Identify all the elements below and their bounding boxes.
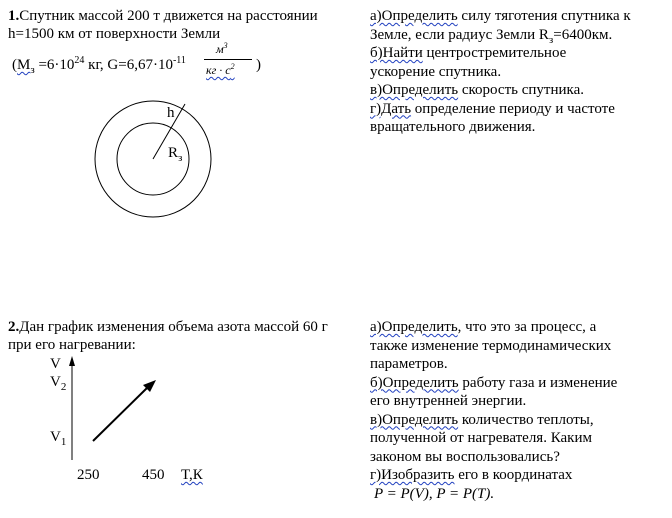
- problem2-task-b: б)Определить работу газа и изменение: [370, 374, 618, 391]
- earth-mass-symbol: $M_з$: [17, 57, 35, 76]
- problem1-tasks: а)Определить силу тяготения спутника к Земле, если радиус Земли $R_з=6400км$. б)Найти центростремительное ускорение спутника. в)Определить скорость спутника. г)Дать определение периоду и частоте вращательного движения.: [370, 7, 670, 137]
- problem1-task-b: б)Найти центростремительное: [370, 45, 567, 61]
- fraction-numerator: $м^3$: [216, 41, 228, 56]
- constants-close-paren: ): [256, 57, 261, 73]
- problem2-task-a: а)Определить, что это за процесс, а: [370, 319, 597, 335]
- y-axis-label: V: [50, 356, 61, 372]
- problem1-number: 1.: [8, 8, 20, 24]
- v1-label: $V_1$: [50, 429, 67, 448]
- problem1-constants: ($M_з =6\cdot 10^{24}$ кг, $G=6,67\cdot 10^{-11}$: [12, 55, 186, 76]
- v2-label: $V_2$: [50, 374, 67, 393]
- process-line: [93, 386, 149, 441]
- pressure-formula: P = P(V), P = P(T).: [374, 485, 495, 502]
- problem2-number: 2.: [8, 319, 20, 335]
- volume-temperature-graph: [60, 352, 220, 464]
- y-axis-arrow: [69, 356, 75, 366]
- orbit-figure: [90, 96, 230, 236]
- problem2-statement-line1: 2.Дан график изменения объема азота массой 60 г: [8, 319, 328, 335]
- fraction-denominator: кг · $с^2$: [206, 62, 235, 77]
- problem2-tasks: а)Определить, что это за процесс, а также изменение термодинамических параметров. б)Определить работу газа и изменение его внутренней энергии. в)Определить количество теплоты, полученной от нагревателя. Каким законом вы воспользовались? г)Изобразить его в координатах P = P(V), P = P(T).: [370, 318, 670, 503]
- fraction-bar: [204, 59, 252, 60]
- problem1-statement-line1: 1.Спутник массой 200 т движется на расстоянии: [8, 8, 318, 24]
- problem2-statement-line2: при его нагревании:: [8, 337, 136, 353]
- x-axis-label: T,К: [181, 467, 203, 483]
- earth-radius-label: $R_з$: [168, 145, 183, 164]
- x-tick-450: 450: [142, 467, 165, 483]
- x-tick-250: 250: [77, 467, 100, 483]
- problem1-task-c: в)Определить скорость спутника.: [370, 82, 584, 98]
- problem1-task-d: г)Дать определение периоду и частоте: [370, 100, 615, 117]
- problem1-task-a: а)Определить силу тяготения спутника к: [370, 8, 631, 24]
- orbit-height-label: h: [167, 105, 175, 121]
- problem1-statement-line2: h=1500 км от поверхности Земли: [8, 26, 221, 42]
- problem2-task-d: г)Изобразить его в координатах: [370, 467, 573, 483]
- problem2-task-c: в)Определить количество теплоты,: [370, 411, 594, 428]
